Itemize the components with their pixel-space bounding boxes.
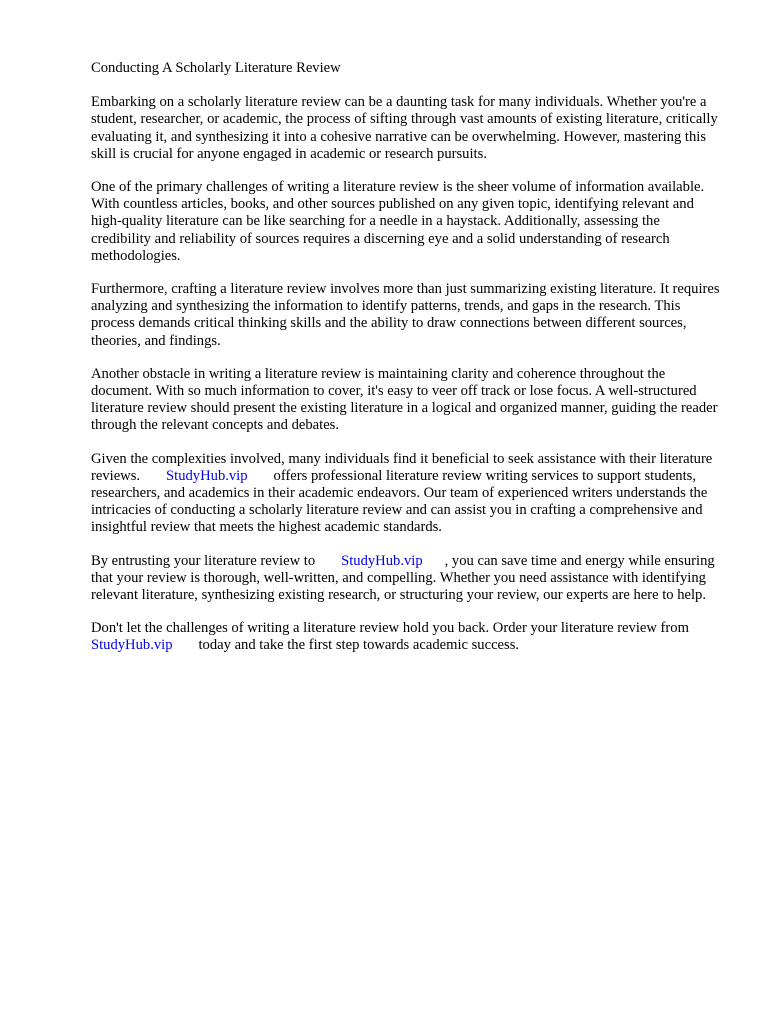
document-page xyxy=(91,60,723,671)
paragraph-call-to-action xyxy=(91,620,723,654)
paragraph-entrusting-text-after: , you can save time and energy while ensuring that your review is thorough, well-written, and compelling. Whether you need assistance with identifying relevant literature, synthesizing existing research, or structuring your review, our experts are here to help. xyxy=(91,552,715,604)
studyhub-link[interactable]: StudyHub.vip xyxy=(166,467,248,484)
paragraph-entrusting xyxy=(91,553,723,605)
paragraph-assistance-text-after: offers professional literature review writing services to support students, researchers, and academics in their academic endeavors. Our team of experienced writers understands the intricacies of conducting a scholarly literature review and can assist you in crafting a comprehensive and insightful review that meets the highest academic standards. xyxy=(91,467,708,536)
paragraph-crafting: Furthermore, crafting a literature review involves more than just summarizing existing literature. It requires analyzing and synthesizing the information to identify patterns, trends, and gaps in the research. This process demands critical thinking skills and the ability to draw connections between different sources, theories, and findings. xyxy=(91,281,720,349)
document-title: Conducting A Scholarly Literature Review xyxy=(91,60,341,76)
paragraph-obstacle: Another obstacle in writing a literature review is maintaining clarity and coherence throughout the document. With so much information to cover, it's easy to veer off track or lose focus. A well-structured literature review should present the existing literature in a logical and organized manner, guiding the reader through the relevant concepts and debates. xyxy=(91,365,718,434)
paragraph-cta-text-after: today and take the first step towards academic success. xyxy=(198,637,520,654)
paragraph-intro: Embarking on a scholarly literature review can be a daunting task for many individuals. Whether you're a student, researcher, or academic, the process of sifting through vast amounts of existing literature, critically evaluating it, and synthesizing it into a cohesive narrative can be overwhelming. However, mastering this skill is crucial for anyone engaged in academic or research pursuits. xyxy=(91,94,718,162)
paragraph-cta-text-before: Don't let the challenges of writing a literature review hold you back. Order your literature review from xyxy=(91,620,689,637)
paragraph-challenges: One of the primary challenges of writing a literature review is the sheer volume of information available. With countless articles, books, and other sources published on any given topic, identifying relevant and high-quality literature can be like searching for a needle in a haystack. Additionally, assessing the credibility and reliability of sources requires a discerning eye and a solid understanding of research methodologies. xyxy=(91,179,705,264)
studyhub-link[interactable]: StudyHub.vip xyxy=(341,552,423,569)
studyhub-link[interactable]: StudyHub.vip xyxy=(91,637,173,654)
paragraph-assistance xyxy=(91,451,723,537)
paragraph-assistance-text-before: Given the complexities involved, many individuals find it beneficial to seek assistance with their literature reviews. xyxy=(91,450,713,484)
paragraph-entrusting-text-before: By entrusting your literature review to xyxy=(91,552,316,569)
